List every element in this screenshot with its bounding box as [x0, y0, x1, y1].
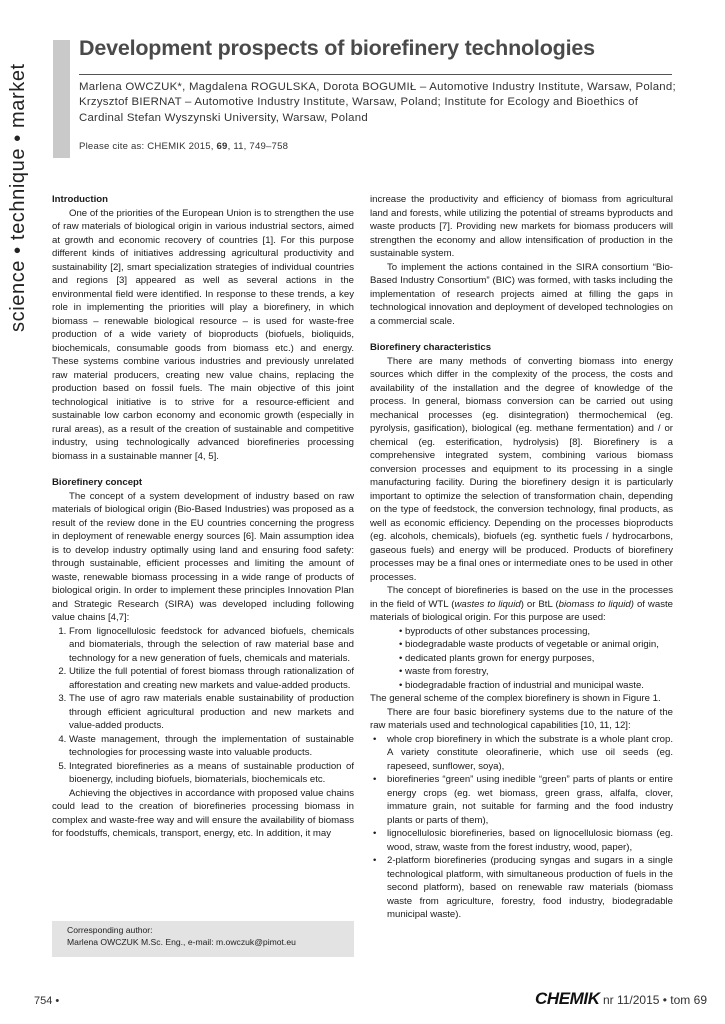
- left-column: [52, 193, 354, 841]
- text-run: ) or BtL (: [520, 598, 559, 610]
- value-chain-list: [52, 625, 354, 787]
- corresponding-author-contact: Marlena OWCZUK M.Sc. Eng., e-mail: m.owczuk@pimot.eu: [67, 936, 296, 947]
- citation-prefix: Please cite as: CHEMIK 2015,: [79, 141, 217, 152]
- concept-paragraph-2: Achieving the objectives in accordance with proposed value chains could lead to the creation of biorefineries processing biomass in complex and waste-free way and will ensure the availability of biomass for foodstuffs, chemicals, transport, energy, etc. In addition, it may: [52, 787, 354, 839]
- corresponding-author-box: [52, 921, 354, 957]
- biorefinery-characteristics-heading: Biorefinery characteristics: [370, 342, 492, 353]
- text-run: The concept of biorefineries is based on the use in the processes in the field of WTL (: [370, 585, 673, 610]
- right-column: [370, 193, 673, 922]
- author-list: Marlena OWCZUK*, Magdalena ROGULSKA, Dorota BOGUMIŁ – Automotive Industry Institute, Warsaw, Poland; Krzysztof BIERNAT – Automotive Industry Institute, Warsaw, Poland; Institute for Ecology and Bioethics of Cardinal Stefan Wyszynski University, Warsaw, Poland: [79, 81, 676, 124]
- sira-paragraph: To implement the actions contained in the SIRA consortium “Bio-Based Industry Consortium” (BIC) was formed, with tasks including the implementation of research projects aimed at filling the gaps in technological innovation and deployment of developed technologies on a commercial scale.: [370, 261, 673, 327]
- introduction-paragraph: One of the priorities of the European Union is to strengthen the use of raw materials of biological origin in various industrial sectors, aimed at growth and economic recovery of countries [1]. For this purpose different kinds of initiatives addressing agricultural productivity and sustainability [2], smart specialization strategies of individual countries and regions [3] appeared as well as several actions in the environmental field were identified. In response to these trends, a key role in implementing the priorities will play a biorefinery, in which biomass – renewable biological resource – is used for waste-free production of a wide variety of bioproducts (biofuels, bioliquids, biochemicals, consumable goods from biomass etc.) and energy. These systems combine various industries and previously unrelated raw material producers, creating new value chains, replacing the production based on fossil fuels. The main objective of this joint technological initiative is to strive for a resource-efficient and sustainable low carbon economy and economic growth (especially in rural areas), as a result of the creation of sustainable and competitive industry, using technologically advanced biorefineries processing biomass in a sustainable manner [4, 5].: [52, 207, 354, 462]
- materials-list: [370, 625, 673, 693]
- btl-term: biomass to liquid): [558, 598, 634, 610]
- list-item: 1. From lignocellulosic feedstock for advanced biofuels, chemicals and biomaterials, through the selection of raw material base and technology for a new generation of fuels, chemicals and materials.: [69, 625, 354, 666]
- list-item: • byproducts of other substances processing,: [399, 625, 673, 639]
- section-spacer: [370, 328, 673, 341]
- systems-paragraph: There are four basic biorefinery systems due to the nature of the raw materials used and technological capabilities [10, 11, 12]:: [370, 706, 673, 731]
- list-item: • biodegradable fraction of industrial and municipal waste.: [399, 679, 673, 693]
- list-item: • biodegradable waste products of vegetable or animal origin,: [399, 638, 673, 652]
- journal-footer: [535, 989, 707, 1009]
- citation-line: [79, 141, 679, 152]
- scheme-paragraph: The general scheme of the complex biorefinery is shown in Figure 1.: [370, 693, 661, 704]
- list-item: • biorefineries “green” using inedible “green” parts of plants or entire energy crops (eg. wet biomass, green grass, alfalfa, clover, immature grain, not suitable for farming and the food industry plants or parts of them),: [387, 773, 673, 827]
- section-spacer: [52, 463, 354, 476]
- list-item: • 2-platform biorefineries (producing syngas and sugars in a single technological platform, with simultaneous production of fuels in the second platform), based on renewable raw materials (biomass waste from agriculture, forestry, food industry, biodegradable municipal waste).: [387, 854, 673, 922]
- article-title: Development prospects of biorefinery technologies: [79, 36, 595, 60]
- header-accent-bar: [53, 40, 70, 158]
- concept-paragraph: The concept of a system development of industry based on raw materials of biological origin (Bio-Based Industries) was proposed as a result of the review done in the EU countries concerning the progress in deployment of renewable energy sources [6]. Main assumption idea is to develop industry optimally using land and ensuring food safety: through sustainable, efficient processes and limiting the amount of waste, renewable biomass processing in a wide range of products of biological origin. In order to implement these principles Innovation Plan and Strategic Research (SIRA) was developed including following value chains [4,7]:: [52, 490, 354, 623]
- introduction-heading: Introduction: [52, 194, 108, 205]
- page-number: 754 •: [34, 995, 60, 1007]
- wtl-btl-paragraph: [370, 584, 673, 625]
- citation-volume: 69: [216, 141, 228, 152]
- list-item: 4. Waste management, through the implementation of sustainable technologies for processing waste into valuable products.: [69, 733, 354, 760]
- section-side-label: science • technique • market: [7, 63, 29, 332]
- title-divider: [79, 74, 672, 75]
- biorefinery-systems-list: [370, 733, 673, 922]
- journal-logo: CHEMIK: [534, 989, 600, 1008]
- text-run: of waste materials of biological origin. For this purpose are used:: [370, 598, 673, 623]
- biorefinery-concept-heading: Biorefinery concept: [52, 477, 143, 488]
- wtl-term: wastes to liquid: [454, 598, 521, 610]
- list-item: 2. Utilize the full potential of forest biomass through rationalization of afforestation and creating new markets and value-added products.: [69, 665, 354, 692]
- list-item: 5. Integrated biorefineries as a means of sustainable production of bioenergy, including biofuels, biomaterials, biochemicals etc.: [69, 760, 354, 787]
- characteristics-paragraph: There are many methods of converting biomass into energy sources which differ in the complexity of the process, the costs and availability of the installation and the degree of knowledge of the process. In general, biomass conversion can be carried out using mechanical processes (eg. disintegration) thermochemical (eg. pyrolysis, gasification), biological (eg. methane fermentation) and / or chemical (eg. esterification, hydrolysis) [8]. Biorefinery is a comprehensive integrated system, combining various biomass conversion processes and equipment to its processing in a single manufacturing facility. During the biorefinery design it is particularly important to optimize the selection of transformation chain, depending on the type of feedstock, the conversion technology, final products, as well as economic efficiency. Depending on the processes bioproducts (eg. alcohols, chemicals), biofuels (eg. synthetic fuels / hydrocarbons, gaseous fuels) and energy will be produced. Products of biorefinery processes may be a final ones or intermediate ones to be used in other processes.: [370, 355, 673, 583]
- corresponding-author-label: Corresponding author:: [67, 925, 153, 935]
- list-item: 3. The use of agro raw materials enable sustainability of production through efficient agricultural production and new markets and value-added products.: [69, 692, 354, 733]
- list-item: • whole crop biorefinery in which the substrate is a whole plant crop. A variety constitute oleorafinerie, which use oil seeds (eg. rapeseed, sunflower, soya),: [387, 733, 673, 774]
- list-item: • dedicated plants grown for energy purposes,: [399, 652, 673, 666]
- continued-paragraph: increase the productivity and efficiency of biomass from agricultural land and forests, while utilizing the potential of streams byproducts and waste products [7]. Providing new markets for biomass producers will strengthen the economy and allow intensification of production in the sustainable system.: [370, 194, 673, 259]
- issue-info: nr 11/2015 • tom 69: [599, 993, 707, 1007]
- citation-suffix: , 11, 749–758: [227, 141, 289, 152]
- list-item: • lignocellulosic biorefineries, based on lignocellulosic biomass (eg. wood, straw, waste from the forest industry, wood, paper),: [387, 827, 673, 854]
- list-item: • waste from forestry,: [399, 665, 673, 679]
